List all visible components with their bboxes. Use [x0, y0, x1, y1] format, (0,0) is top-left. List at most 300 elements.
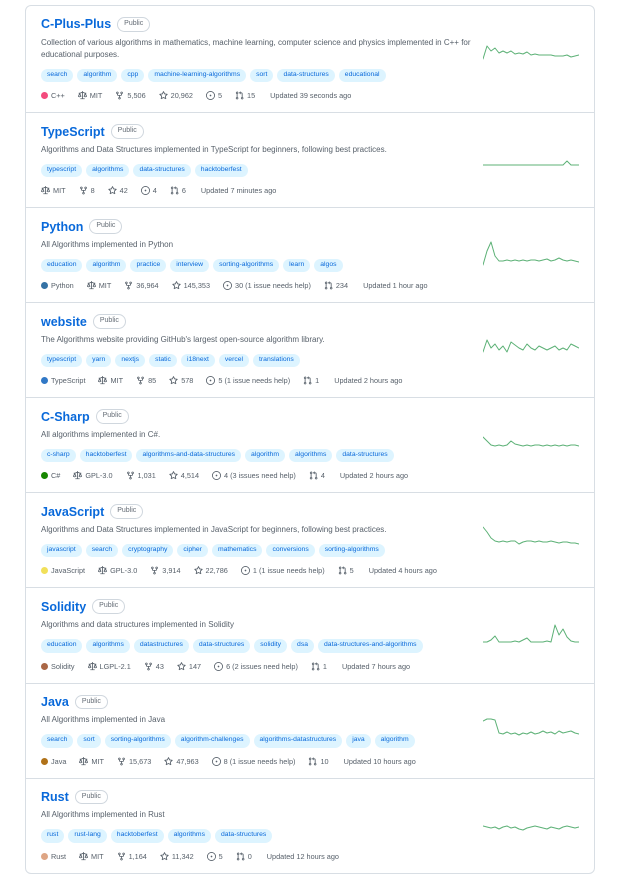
- topic-tag[interactable]: data-structures: [277, 69, 334, 83]
- topic-tag[interactable]: interview: [170, 259, 209, 273]
- issue-opened-icon: [206, 376, 215, 385]
- issues-stat[interactable]: [206, 91, 222, 100]
- language-dot: [41, 377, 48, 384]
- repo-name-link[interactable]: C-Plus-Plus: [41, 17, 112, 32]
- fork-count: 43: [155, 661, 164, 671]
- license-stat: [41, 186, 66, 195]
- sparkline-graph: [483, 37, 579, 67]
- updated-timestamp: Updated 39 seconds ago: [270, 91, 352, 101]
- visibility-badge: Public: [75, 790, 108, 805]
- topic-tag[interactable]: hacktoberfest: [111, 829, 164, 843]
- repo-stats-line: [41, 852, 473, 861]
- visibility-badge: Public: [93, 314, 126, 329]
- topic-tag[interactable]: sort: [250, 69, 273, 83]
- sparkline-path: [483, 437, 579, 446]
- topic-tag[interactable]: algorithm: [375, 734, 415, 748]
- fork-icon: [136, 376, 145, 385]
- stars-stat[interactable]: [177, 662, 201, 671]
- topic-tag[interactable]: search: [41, 69, 73, 83]
- git-pull-request-icon: [324, 281, 333, 290]
- updated-timestamp: Updated 2 hours ago: [339, 471, 409, 481]
- stars-stat[interactable]: [159, 91, 193, 100]
- repo-card-main: [41, 695, 483, 766]
- issues-stat[interactable]: [141, 186, 157, 195]
- topic-tag[interactable]: static: [149, 354, 177, 368]
- topic-tag[interactable]: search: [86, 544, 118, 558]
- license-name: MIT: [91, 851, 104, 861]
- repo-stats-line: [41, 91, 473, 100]
- fork-count: 85: [148, 376, 157, 386]
- license-stat: [79, 852, 104, 861]
- law-icon: [98, 566, 107, 575]
- repo-title-line: [41, 790, 473, 805]
- star-count: 147: [188, 661, 202, 671]
- topic-list: [41, 734, 473, 748]
- sparkline-graph: [483, 144, 579, 174]
- stars-stat[interactable]: [169, 376, 193, 385]
- sparkline-graph: [483, 239, 579, 269]
- sparkline-path: [483, 719, 579, 735]
- repo-title-line: [41, 17, 473, 32]
- topic-tag[interactable]: algorithm: [77, 69, 117, 83]
- license-stat: [79, 757, 104, 766]
- topic-tag[interactable]: educational: [339, 69, 386, 83]
- pulls-stat[interactable]: [303, 376, 319, 385]
- topic-tag[interactable]: cipher: [177, 544, 208, 558]
- language-name: Solidity: [51, 661, 75, 671]
- activity-sparkline: [483, 124, 579, 195]
- repo-title-line: [41, 599, 473, 614]
- fork-count: 1,031: [137, 471, 156, 481]
- visibility-badge: Public: [111, 124, 144, 139]
- activity-sparkline: [483, 504, 579, 575]
- forks-stat[interactable]: [117, 757, 151, 766]
- law-icon: [79, 852, 88, 861]
- git-pull-request-icon: [309, 471, 318, 480]
- repo-name-link[interactable]: TypeScript: [41, 124, 105, 139]
- fork-count: 1,164: [128, 851, 147, 861]
- repo-title-line: [41, 124, 473, 139]
- language-stat: [41, 757, 66, 766]
- license-stat: [73, 471, 112, 480]
- repo-card-main: [41, 790, 483, 861]
- repo-name-link[interactable]: Python: [41, 219, 84, 234]
- topic-tag[interactable]: hacktoberfest: [195, 164, 248, 178]
- topic-tag[interactable]: hacktoberfest: [80, 449, 133, 463]
- repo-name-link[interactable]: Java: [41, 694, 69, 709]
- language-stat: [41, 376, 85, 385]
- topic-tag[interactable]: education: [41, 639, 82, 653]
- language-name: C++: [51, 91, 65, 101]
- language-stat: [41, 566, 85, 575]
- license-name: MIT: [110, 376, 124, 386]
- topic-tag[interactable]: data-structures: [336, 449, 393, 463]
- language-dot: [41, 758, 48, 765]
- repo-card-main: [41, 314, 483, 385]
- activity-sparkline: [483, 219, 579, 290]
- forks-stat[interactable]: [126, 471, 156, 480]
- repo-card-main: [41, 17, 483, 100]
- language-dot: [41, 282, 48, 289]
- git-pull-request-icon: [311, 662, 320, 671]
- pull-request-count: 10: [320, 756, 329, 766]
- issue-count: 1 (1 issue needs help): [252, 566, 325, 576]
- fork-count: 5,506: [127, 91, 146, 101]
- language-name: Rust: [51, 851, 67, 861]
- topic-tag[interactable]: algorithm: [245, 449, 285, 463]
- topic-tag[interactable]: data-structures: [133, 164, 190, 178]
- star-count: 47,963: [176, 756, 199, 766]
- law-icon: [98, 376, 107, 385]
- forks-stat[interactable]: [136, 376, 156, 385]
- issues-stat[interactable]: [207, 852, 223, 861]
- repo-card-main: [41, 124, 483, 195]
- topic-tag[interactable]: algos: [314, 259, 342, 273]
- topic-tag[interactable]: dsa: [291, 639, 314, 653]
- fork-icon: [126, 471, 135, 480]
- repo-stats-line: [41, 281, 473, 290]
- topic-tag[interactable]: algorithms: [86, 639, 129, 653]
- issue-opened-icon: [214, 662, 223, 671]
- topic-tag[interactable]: translations: [253, 354, 300, 368]
- language-name: TypeScript: [51, 376, 86, 386]
- star-count: 578: [181, 376, 194, 386]
- topic-tag[interactable]: typescript: [41, 354, 82, 368]
- stars-stat[interactable]: [164, 757, 198, 766]
- repo-description: Algorithms and Data Structures implemented in JavaScript for beginners, following best practices.: [41, 525, 387, 535]
- activity-sparkline: [483, 599, 579, 670]
- topic-tag[interactable]: datastructures: [134, 639, 189, 653]
- repo-name-link[interactable]: C-Sharp: [41, 409, 90, 424]
- topic-tag[interactable]: sort: [77, 734, 100, 748]
- topic-list: [41, 69, 473, 83]
- language-dot: [41, 472, 48, 479]
- language-name: Python: [51, 281, 74, 291]
- repo-name-link[interactable]: Rust: [41, 789, 69, 804]
- repo-stats-line: [41, 186, 473, 195]
- sparkline-graph: [483, 524, 579, 554]
- license-name: GPL-3.0: [110, 566, 138, 576]
- topic-list: [41, 829, 473, 843]
- forks-stat[interactable]: [124, 281, 158, 290]
- updated-timestamp: Updated 7 minutes ago: [200, 186, 277, 196]
- visibility-badge: Public: [75, 695, 108, 710]
- topic-list: [41, 544, 473, 558]
- updated-timestamp: Updated 12 hours ago: [266, 851, 339, 861]
- activity-sparkline: [483, 314, 579, 385]
- sparkline-graph: [483, 429, 579, 459]
- pulls-stat[interactable]: [311, 662, 327, 671]
- language-dot: [41, 853, 48, 860]
- language-name: C#: [51, 471, 61, 481]
- issue-count: 5: [217, 91, 223, 101]
- issues-stat[interactable]: [223, 281, 311, 290]
- pulls-stat[interactable]: [308, 757, 328, 766]
- topic-tag[interactable]: algorithm: [86, 259, 126, 273]
- stars-stat[interactable]: [194, 566, 228, 575]
- forks-stat[interactable]: [115, 91, 145, 100]
- topic-tag[interactable]: typescript: [41, 164, 82, 178]
- repo-card: [26, 112, 594, 207]
- topic-tag[interactable]: vercel: [219, 354, 249, 368]
- visibility-badge: Public: [110, 504, 143, 519]
- topic-tag[interactable]: i18next: [181, 354, 215, 368]
- visibility-badge: Public: [92, 599, 125, 614]
- star-count: 20,962: [170, 91, 193, 101]
- issue-count: 8 (1 issue needs help): [223, 756, 296, 766]
- topic-list: [41, 164, 473, 178]
- forks-stat[interactable]: [117, 852, 147, 861]
- repo-stats-line: [41, 757, 473, 766]
- star-icon: [177, 662, 186, 671]
- star-icon: [169, 376, 178, 385]
- forks-stat[interactable]: [144, 662, 164, 671]
- fork-icon: [117, 757, 126, 766]
- issue-count: 5: [218, 851, 223, 861]
- activity-sparkline: [483, 17, 579, 100]
- forks-stat[interactable]: [79, 186, 95, 195]
- issue-count: 5 (1 issue needs help): [218, 376, 291, 386]
- topic-tag[interactable]: algorithm-challenges: [175, 734, 250, 748]
- repo-name-link[interactable]: Solidity: [41, 599, 87, 614]
- star-count: 42: [119, 186, 128, 196]
- repo-name-link[interactable]: website: [41, 314, 87, 329]
- star-icon: [108, 186, 117, 195]
- issues-stat[interactable]: [241, 566, 325, 575]
- star-icon: [169, 471, 178, 480]
- sparkline-path: [483, 340, 579, 352]
- issue-opened-icon: [223, 281, 232, 290]
- topic-tag[interactable]: javascript: [41, 544, 82, 558]
- language-stat: [41, 91, 65, 100]
- topic-tag[interactable]: education: [41, 259, 82, 273]
- sparkline-path: [483, 161, 579, 165]
- topic-tag[interactable]: algorithms: [289, 449, 332, 463]
- star-icon: [172, 281, 181, 290]
- topic-list: [41, 639, 473, 653]
- repo-title-line: [41, 409, 473, 424]
- topic-tag[interactable]: sorting-algorithms: [105, 734, 171, 748]
- law-icon: [78, 91, 87, 100]
- law-icon: [41, 186, 50, 195]
- topic-tag[interactable]: practice: [130, 259, 166, 273]
- topic-tag[interactable]: data-structures-and-algorithms: [318, 639, 423, 653]
- repo-title-line: [41, 504, 473, 519]
- language-dot: [41, 663, 48, 670]
- issue-count: 4 (3 issues need help): [224, 471, 296, 481]
- repo-card: [26, 778, 594, 873]
- repo-card: [26, 302, 594, 397]
- topic-tag[interactable]: sorting-algorithms: [213, 259, 279, 273]
- repo-card-main: [41, 504, 483, 575]
- pulls-stat[interactable]: [170, 186, 186, 195]
- updated-timestamp: Updated 2 hours ago: [334, 376, 403, 386]
- license-stat: [98, 376, 123, 385]
- git-pull-request-icon: [170, 186, 179, 195]
- repo-description: All Algorithms implemented in Rust: [41, 810, 165, 820]
- repo-name-link[interactable]: JavaScript: [41, 504, 105, 519]
- pulls-stat[interactable]: [235, 91, 255, 100]
- repo-card: [26, 683, 594, 778]
- git-pull-request-icon: [303, 376, 312, 385]
- license-stat: [78, 91, 103, 100]
- pull-request-count: 5: [349, 566, 354, 576]
- pull-request-count: 6: [181, 186, 186, 196]
- pulls-stat[interactable]: [338, 566, 354, 575]
- repo-description: The Algorithms website providing GitHub's largest open-source algorithm library.: [41, 335, 325, 345]
- sparkline-path: [483, 527, 579, 544]
- topic-tag[interactable]: solidity: [254, 639, 287, 653]
- sparkline-graph: [483, 334, 579, 364]
- pulls-stat[interactable]: [236, 852, 252, 861]
- star-count: 11,342: [171, 851, 194, 861]
- stars-stat[interactable]: [108, 186, 128, 195]
- sparkline-graph: [483, 619, 579, 649]
- git-pull-request-icon: [235, 91, 244, 100]
- topic-tag[interactable]: algorithms-datastructures: [254, 734, 343, 748]
- license-name: MIT: [89, 91, 103, 101]
- pull-request-count: 1: [315, 376, 320, 386]
- license-stat: [87, 281, 112, 290]
- topic-tag[interactable]: sorting-algorithms: [319, 544, 385, 558]
- repo-card-main: [41, 219, 483, 290]
- pull-request-count: 234: [335, 281, 349, 291]
- git-pull-request-icon: [338, 566, 347, 575]
- forks-stat[interactable]: [150, 566, 180, 575]
- topic-list: [41, 259, 473, 273]
- issues-stat[interactable]: [206, 376, 290, 385]
- stars-stat[interactable]: [160, 852, 194, 861]
- fork-icon: [79, 186, 88, 195]
- pulls-stat[interactable]: [309, 471, 325, 480]
- license-name: MIT: [53, 186, 66, 196]
- topic-tag[interactable]: algorithms: [168, 829, 211, 843]
- issue-opened-icon: [212, 471, 221, 480]
- pulls-stat[interactable]: [324, 281, 348, 290]
- fork-icon: [124, 281, 133, 290]
- license-name: GPL-3.0: [85, 471, 113, 481]
- git-pull-request-icon: [308, 757, 317, 766]
- issue-count: 6 (2 issues need help): [226, 661, 298, 671]
- repo-description: Algorithms and Data Structures implemented in TypeScript for beginners, following best practices.: [41, 145, 387, 155]
- issues-stat[interactable]: [214, 662, 298, 671]
- sparkline-path: [483, 46, 579, 59]
- topic-tag[interactable]: data-structures: [215, 829, 272, 843]
- pull-request-count: 0: [247, 851, 252, 861]
- repo-card: [26, 207, 594, 302]
- language-stat: [41, 662, 75, 671]
- repo-card: [26, 492, 594, 587]
- fork-icon: [117, 852, 126, 861]
- fork-count: 3,914: [162, 566, 181, 576]
- law-icon: [87, 281, 96, 290]
- license-stat: [88, 662, 131, 671]
- topic-tag[interactable]: mathematics: [212, 544, 263, 558]
- issue-count: 30 (1 issue needs help): [235, 281, 311, 291]
- fork-count: 8: [90, 186, 95, 196]
- sparkline-path: [483, 242, 579, 265]
- visibility-badge: Public: [96, 409, 129, 424]
- topic-tag[interactable]: algorithms: [86, 164, 129, 178]
- topic-tag[interactable]: cpp: [121, 69, 144, 83]
- visibility-badge: Public: [117, 17, 150, 32]
- repo-description: All algorithms implemented in C#.: [41, 430, 161, 440]
- activity-sparkline: [483, 695, 579, 766]
- topic-tag[interactable]: yarn: [86, 354, 111, 368]
- topic-tag[interactable]: rust: [41, 829, 64, 843]
- repo-card-main: [41, 409, 483, 480]
- sparkline-graph: [483, 715, 579, 745]
- sparkline-path: [483, 625, 579, 642]
- issue-opened-icon: [141, 186, 150, 195]
- language-dot: [41, 92, 48, 99]
- issue-opened-icon: [241, 566, 250, 575]
- repo-description: All Algorithms implemented in Python: [41, 240, 174, 250]
- sparkline-path: [483, 826, 579, 830]
- fork-icon: [115, 91, 124, 100]
- issue-count: 4: [152, 186, 157, 196]
- updated-timestamp: Updated 10 hours ago: [343, 756, 416, 766]
- fork-icon: [150, 566, 159, 575]
- activity-sparkline: [483, 409, 579, 480]
- updated-timestamp: Updated 4 hours ago: [368, 566, 437, 576]
- repo-stats-line: [41, 566, 473, 575]
- star-icon: [164, 757, 173, 766]
- topic-tag[interactable]: algorithms-and-data-structures: [136, 449, 241, 463]
- repo-title-line: [41, 314, 473, 329]
- repo-title-line: [41, 695, 473, 710]
- repo-description: All Algorithms implemented in Java: [41, 715, 166, 725]
- topic-tag[interactable]: search: [41, 734, 73, 748]
- updated-timestamp: Updated 7 hours ago: [341, 661, 411, 671]
- topic-tag[interactable]: data-structures: [193, 639, 250, 653]
- star-count: 22,786: [205, 566, 228, 576]
- issues-stat[interactable]: [212, 471, 296, 480]
- repo-card: [26, 397, 594, 492]
- updated-timestamp: Updated 1 hour ago: [363, 281, 428, 291]
- topic-tag[interactable]: cryptography: [122, 544, 173, 558]
- pull-request-count: 1: [322, 661, 327, 671]
- repo-list: [25, 5, 595, 874]
- stars-stat[interactable]: [172, 281, 210, 290]
- law-icon: [79, 757, 88, 766]
- topic-tag[interactable]: java: [346, 734, 370, 748]
- repo-card: [26, 587, 594, 682]
- topic-tag[interactable]: machine-learning-algorithms: [148, 69, 246, 83]
- topic-list: [41, 449, 473, 463]
- topic-tag[interactable]: nextjs: [115, 354, 145, 368]
- topic-tag[interactable]: learn: [283, 259, 310, 273]
- topic-tag[interactable]: c-sharp: [41, 449, 76, 463]
- topic-list: [41, 354, 473, 368]
- star-icon: [159, 91, 168, 100]
- visibility-badge: Public: [89, 219, 122, 234]
- git-pull-request-icon: [236, 852, 245, 861]
- issues-stat[interactable]: [212, 757, 296, 766]
- topic-tag[interactable]: rust-lang: [68, 829, 106, 843]
- language-stat: [41, 471, 60, 480]
- topic-tag[interactable]: conversions: [266, 544, 314, 558]
- repo-card-main: [41, 599, 483, 670]
- issue-opened-icon: [212, 757, 221, 766]
- repo-description: Algorithms and data structures implemented in Solidity: [41, 620, 234, 630]
- stars-stat[interactable]: [169, 471, 199, 480]
- issue-opened-icon: [207, 852, 216, 861]
- repo-card: [26, 6, 594, 112]
- repo-title-line: [41, 219, 473, 234]
- language-stat: [41, 281, 74, 290]
- star-icon: [160, 852, 169, 861]
